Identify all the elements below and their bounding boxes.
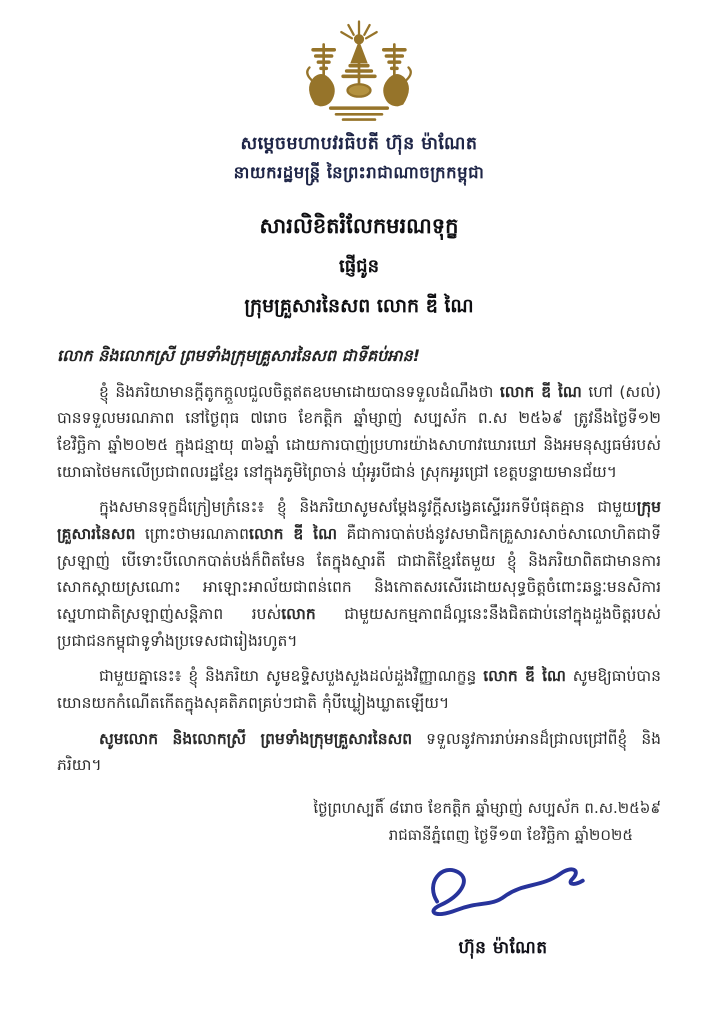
title-sent-to: ផ្ញើជូន xyxy=(339,255,379,277)
signer-name: ហ៊ុន ម៉ាណែត xyxy=(458,937,548,958)
paragraph-4: សូមលោក និងលោកស្រី ព្រមទាំងក្រុមគ្រួសារនៃសព ទទួលនូវការរាប់អានដ៏ជ្រាលជ្រៅពីខ្ញុំ និងភរិយា។ xyxy=(57,729,661,775)
signature-block xyxy=(373,853,633,962)
lunar-date-line: ថ្ងៃព្រហស្បតិ៍ ៨រោច ខែកត្តិក ឆ្នាំម្សាញ់ សប្បស័ក ព.ស.២៥៦៩ xyxy=(313,798,661,817)
letter-title xyxy=(57,210,661,322)
emblem-container xyxy=(57,18,661,128)
title-addressee: ក្រុមគ្រួសារនៃសព លោក ឌី ណៃ xyxy=(244,295,474,318)
salutation: លោក និងលោកស្រី ព្រមទាំងក្រុមគ្រួសារនៃសព ជាទីគប់អាន! xyxy=(57,345,420,365)
paragraph-1: ខ្ញុំ និងភរិយាមានក្តីតូកក្តួលជួលចិត្តឥតឧបមាដោយបានទទួលដំណឹងថា លោក ឌី ណៃ ហៅ (សល់) បានទទួលមរណភាព នៅថ្ងៃពុធ ៧រោច ខែកត្តិក ឆ្នាំម្សាញ់ សប្បស័ក ព.ស ២៥៦៩ ត្រូវនឹងថ្ងៃទី១២ ខែវិច្ឆិកា ឆ្នាំ២០២៥ ក្នុងជន្មាយុ ៣៦ឆ្នាំ ដោយការបាញ់ប្រហារយ៉ាងសាហាវឃោរឃៅ និងអមនុស្សធម៌របស់យោធាថៃមកលើប្រជាពលរដ្ឋខ្មែរ នៅក្នុងភូមិព្រៃចាន់ ឃុំអូរបីជាន់ ស្រុកអូរជ្រៅ ខេត្តបន្ទាយមានជ័យ។ xyxy=(57,382,661,481)
paragraph-2: ក្នុងសមានទុក្ខដ៏ក្រៀមក្រំនេះ៖ ខ្ញុំ និងភរិយាសូមសម្តែងនូវក្តីសង្វេគស្ទើររកទីបំផុតគ្មាន ជាមួយក្រុមគ្រួសារនៃសព ព្រោះថាមរណភាពលោក ឌី ណៃ គឺជាការបាត់បង់នូវសមាជិកគ្រួសារសាច់សាលោហិតជាទីស្រឡាញ់ បើទោះបីលោកបាត់បង់ក៏ពិតមែន តែក្នុងស្មារតី ជាជាតិខ្មែរតែមួយ ខ្ញុំ និងភរិយាពិតជាមានការសោកស្តាយស្រណោះ អាឡោះអាល័យជាពន់ពេក និងកោតសរសើរដោយសុទ្ធចិត្តចំពោះឆន្ទៈមនសិការស្នេហាជាតិស្រឡាញ់សន្តិភាព របស់លោក ជាមួយសកម្មភាពដ៏ល្អនេះនឹងជិតជាប់នៅក្នុងដួងចិត្តរបស់ប្រជាជនកម្ពុជាទូទាំងប្រទេសជារៀងរហូត។ xyxy=(57,498,661,650)
sender-name: សម្តេចមហាបវរធិបតី ហ៊ុន ម៉ាណែត xyxy=(240,134,478,154)
sender-title: នាយករដ្ឋមន្ត្រី នៃព្រះរាជាណាចក្រកម្ពុជា xyxy=(233,162,485,182)
sender-header xyxy=(57,130,661,186)
paragraph-3: ជាមួយគ្នានេះ៖ ខ្ញុំ និងភរិយា សូមឧទ្ទិសបួងសួងដល់ដួងវិញ្ញាណក្ខន្ធ លោក ឌី ណៃ សូមឱ្យធាប់បានយោនយកកំណើតកើតក្នុងសុគតិភពគ្រប់ៗជាតិ កុំបីឃ្លៀងឃ្លាតឡើយ។ xyxy=(57,667,661,712)
date-block xyxy=(57,795,661,849)
royal-arms-of-cambodia-icon xyxy=(284,18,434,124)
title-condolence: សារលិខិតរំលែកមរណទុក្ខ xyxy=(259,214,459,239)
civil-date-line: រាជធានីភ្នំពេញ ថ្ងៃទី១៣ ខែវិច្ឆិកា ឆ្នាំ២០២៥ xyxy=(388,825,633,844)
handwritten-signature-icon xyxy=(393,853,613,931)
letter-body xyxy=(57,379,661,779)
